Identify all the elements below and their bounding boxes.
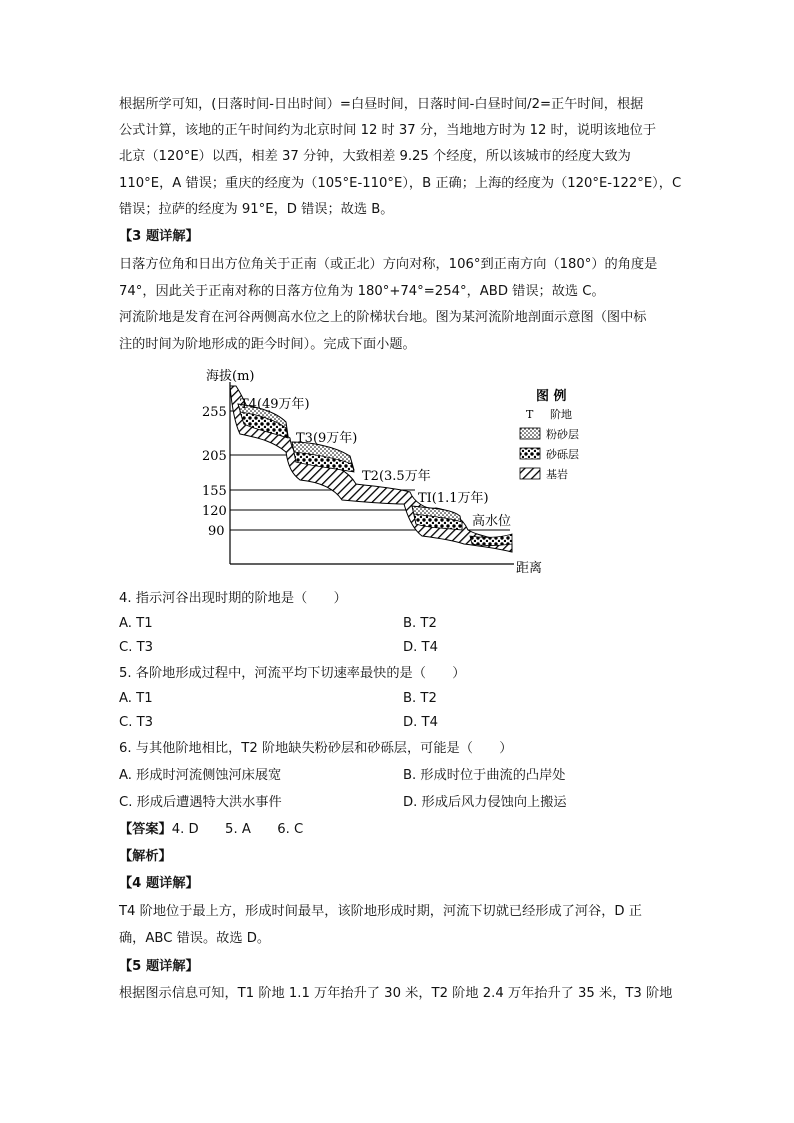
q5-line: 根据图示信息可知，T1 阶地 1.1 万年抬升了 30 米，T2 阶地 2.4 万年抬升了 35 米，T3 阶地 <box>119 986 673 1001</box>
option-c[interactable]: C. T3 <box>119 640 154 655</box>
terrace-label-t2: T2(3.5万年 <box>362 469 431 484</box>
terrace-label-t1: TI(1.1万年) <box>418 491 489 506</box>
answer-label: 【答案】 <box>119 822 172 837</box>
y-tick-label: 90 <box>208 524 225 539</box>
option-c[interactable]: C. 形成后遭遇特大洪水事件 <box>119 795 282 810</box>
option-a[interactable]: A. T1 <box>119 616 153 631</box>
option-b[interactable]: B. T2 <box>403 691 437 706</box>
y-tick-label: 205 <box>202 449 227 464</box>
q3-heading: 【3 题详解】 <box>119 229 199 244</box>
intro-line: 110°E，A 错误；重庆的经度为（105°E-110°E），B 正确；上海的经度为（120°E-122°E），C <box>119 176 682 191</box>
option-b[interactable]: B. T2 <box>403 616 437 631</box>
intro-line: 公式计算，该地的正午时间约为北京时间 12 时 37 分，当地地方时为 12 时，说明该地位于 <box>119 123 657 138</box>
q4-line: T4 阶地位于最上方，形成时间最早，该阶地形成时期，河流下切就已经形成了河谷，D 正 <box>119 904 642 919</box>
q4-line: 确，ABC 错误。故选 D。 <box>119 931 271 946</box>
y-axis-label: 海拔(m) <box>206 369 255 384</box>
option-a[interactable]: A. 形成时河流侧蚀河床展宽 <box>119 768 282 783</box>
intro-line: 根据所学可知，(日落时间-日出时间）=白昼时间，日落时间-白昼时间/2=正午时间，根据 <box>119 97 644 112</box>
passage-line: 注的时间为阶地形成的距今时间）。完成下面小题。 <box>119 337 416 352</box>
y-tick-label: 120 <box>202 504 227 519</box>
option-a[interactable]: A. T1 <box>119 691 153 706</box>
option-d[interactable]: D. T4 <box>403 640 438 655</box>
answer-values: 4. D 5. A 6. C <box>171 822 304 837</box>
legend <box>520 388 579 481</box>
intro-line: 错误；拉萨的经度为 91°E，D 错误；故选 B。 <box>119 202 394 217</box>
legend-label: 基岩 <box>546 468 568 481</box>
legend-symbol-terrace: T <box>526 408 534 421</box>
q5-heading: 【5 题详解】 <box>119 959 199 974</box>
intro-line: 北京（120°E）以西，相差 37 分钟，大致相差 9.25 个经度，所以该城市的经度大致为 <box>119 149 631 164</box>
option-d[interactable]: D. 形成后风力侵蚀向上搬运 <box>403 795 567 810</box>
legend-swatch-gravel <box>520 448 540 459</box>
question-stem: 5. 各阶地形成过程中，河流平均下切速率最快的是（ ） <box>119 666 466 681</box>
river-terrace-diagram <box>200 368 600 580</box>
terrace-label-t4: T4(49万年) <box>240 397 310 412</box>
analysis-heading: 【解析】 <box>119 849 172 864</box>
terrace-label-t3: T3(9万年) <box>296 431 358 446</box>
option-b[interactable]: B. 形成时位于曲流的凸岸处 <box>403 768 566 783</box>
legend-label: 砂砾层 <box>546 448 579 461</box>
y-tick-label: 255 <box>202 405 227 420</box>
q3-line: 74°，因此关于正南对称的日落方位角为 180°+74°=254°，ABD 错误；故选 C。 <box>119 284 605 299</box>
q3-line: 日落方位角和日出方位角关于正南（或正北）方向对称，106°到正南方向（180°）的角度是 <box>119 257 658 272</box>
option-c[interactable]: C. T3 <box>119 715 154 730</box>
answer-row <box>119 821 303 839</box>
legend-label: 粉砂层 <box>546 428 579 441</box>
option-d[interactable]: D. T4 <box>403 715 438 730</box>
x-axis-label: 距离 <box>516 561 543 576</box>
question-stem: 4. 指示河谷出现时期的阶地是（ ） <box>119 591 347 606</box>
legend-label: 阶地 <box>550 408 572 421</box>
y-tick-label: 155 <box>202 484 227 499</box>
question-stem: 6. 与其他阶地相比，T2 阶地缺失粉砂层和砂砾层，可能是（ ） <box>119 741 513 756</box>
q4-heading: 【4 题详解】 <box>119 876 199 891</box>
passage-line: 河流阶地是发育在河谷两侧高水位之上的阶梯状台地。图为某河流阶地剖面示意图（图中标 <box>119 310 647 325</box>
high-water-label: 高水位 <box>472 514 512 529</box>
legend-title: 图 例 <box>536 389 567 404</box>
legend-swatch-silt <box>520 428 540 439</box>
legend-swatch-bedrock <box>520 468 540 479</box>
